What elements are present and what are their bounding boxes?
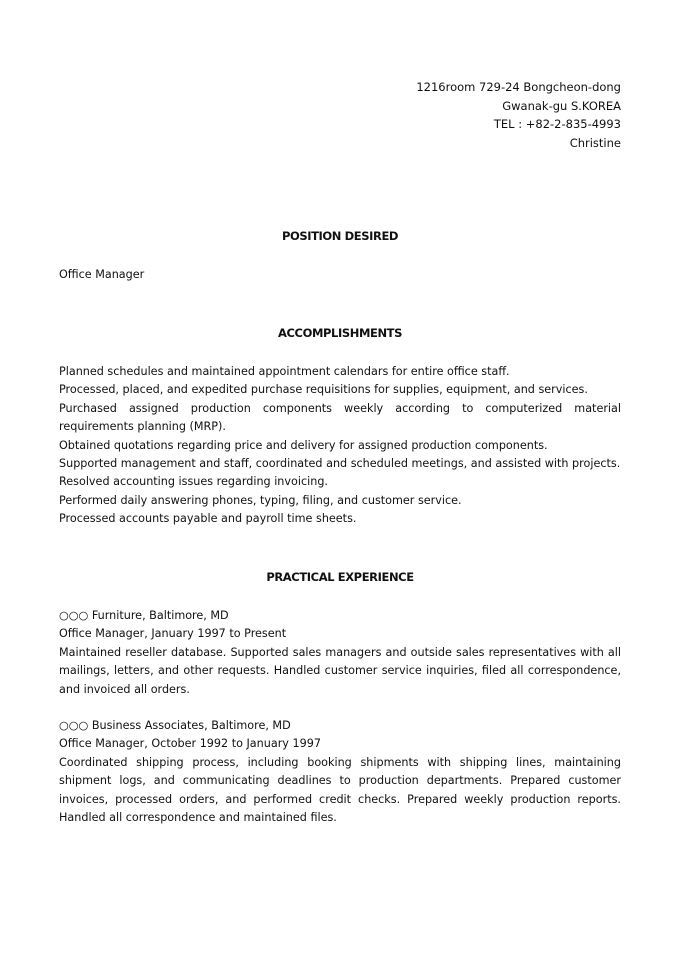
contact-address-block: [416, 78, 621, 152]
job-role: Office Manager, January 1997 to Present: [59, 627, 287, 641]
experience-job-1: [59, 607, 621, 699]
position-desired-value-block: [59, 266, 621, 284]
job-role: Office Manager, October 1992 to January 1997: [59, 737, 321, 751]
practical-experience-heading: PRACTICAL EXPERIENCE: [266, 570, 414, 584]
accomplishment-item: Supported management and staff, coordinated and scheduled meetings, and assisted with projects.: [59, 457, 621, 471]
position-desired-heading: POSITION DESIRED: [281, 229, 399, 243]
address-line-2: Gwanak-gu S.KOREA: [502, 98, 621, 113]
job-company: ○○○ Business Associates, Baltimore, MD: [59, 719, 291, 732]
phone-line: TEL : +82-2-835-4993: [493, 117, 621, 131]
job-description: Coordinated shipping process, including booking shipments with shipping lines, maintaining shipment logs, and communicating deadlines to production departments. Prepared customer invoices, processed orders, and performed credit checks. Prepared weekly production reports. Handled all correspondence and maintained files.: [59, 755, 621, 825]
job-company: ○○○ Furniture, Baltimore, MD: [59, 609, 229, 622]
job-description: Maintained reseller database. Supported sales managers and outside sales representatives with all mailings, letters, and other requests. Handled customer service inquiries, filed all correspondence, and invoiced all orders.: [59, 645, 621, 696]
accomplishment-item: Processed accounts payable and payroll time sheets.: [59, 512, 357, 526]
address-line-1: 1216room 729-24 Bongcheon-dong: [416, 80, 621, 94]
accomplishment-item: Processed, placed, and expedited purchase requisitions for supplies, equipment, and services.: [59, 383, 588, 397]
accomplishments-heading: ACCOMPLISHMENTS: [278, 326, 402, 340]
applicant-name: Christine: [569, 135, 621, 150]
accomplishment-item: Obtained quotations regarding price and delivery for assigned production components.: [59, 438, 548, 452]
position-desired-value: Office Manager: [59, 268, 145, 281]
accomplishment-item: Resolved accounting issues regarding invoicing.: [59, 475, 328, 489]
experience-job-2: [59, 717, 621, 827]
accomplishments-list: [59, 363, 621, 529]
accomplishment-item: Performed daily answering phones, typing, filing, and customer service.: [59, 493, 462, 507]
accomplishment-item: Purchased assigned production components weekly according to computerized material requirements planning (MRP).: [59, 401, 621, 434]
accomplishment-item: Planned schedules and maintained appointment calendars for entire office staff.: [59, 365, 510, 378]
